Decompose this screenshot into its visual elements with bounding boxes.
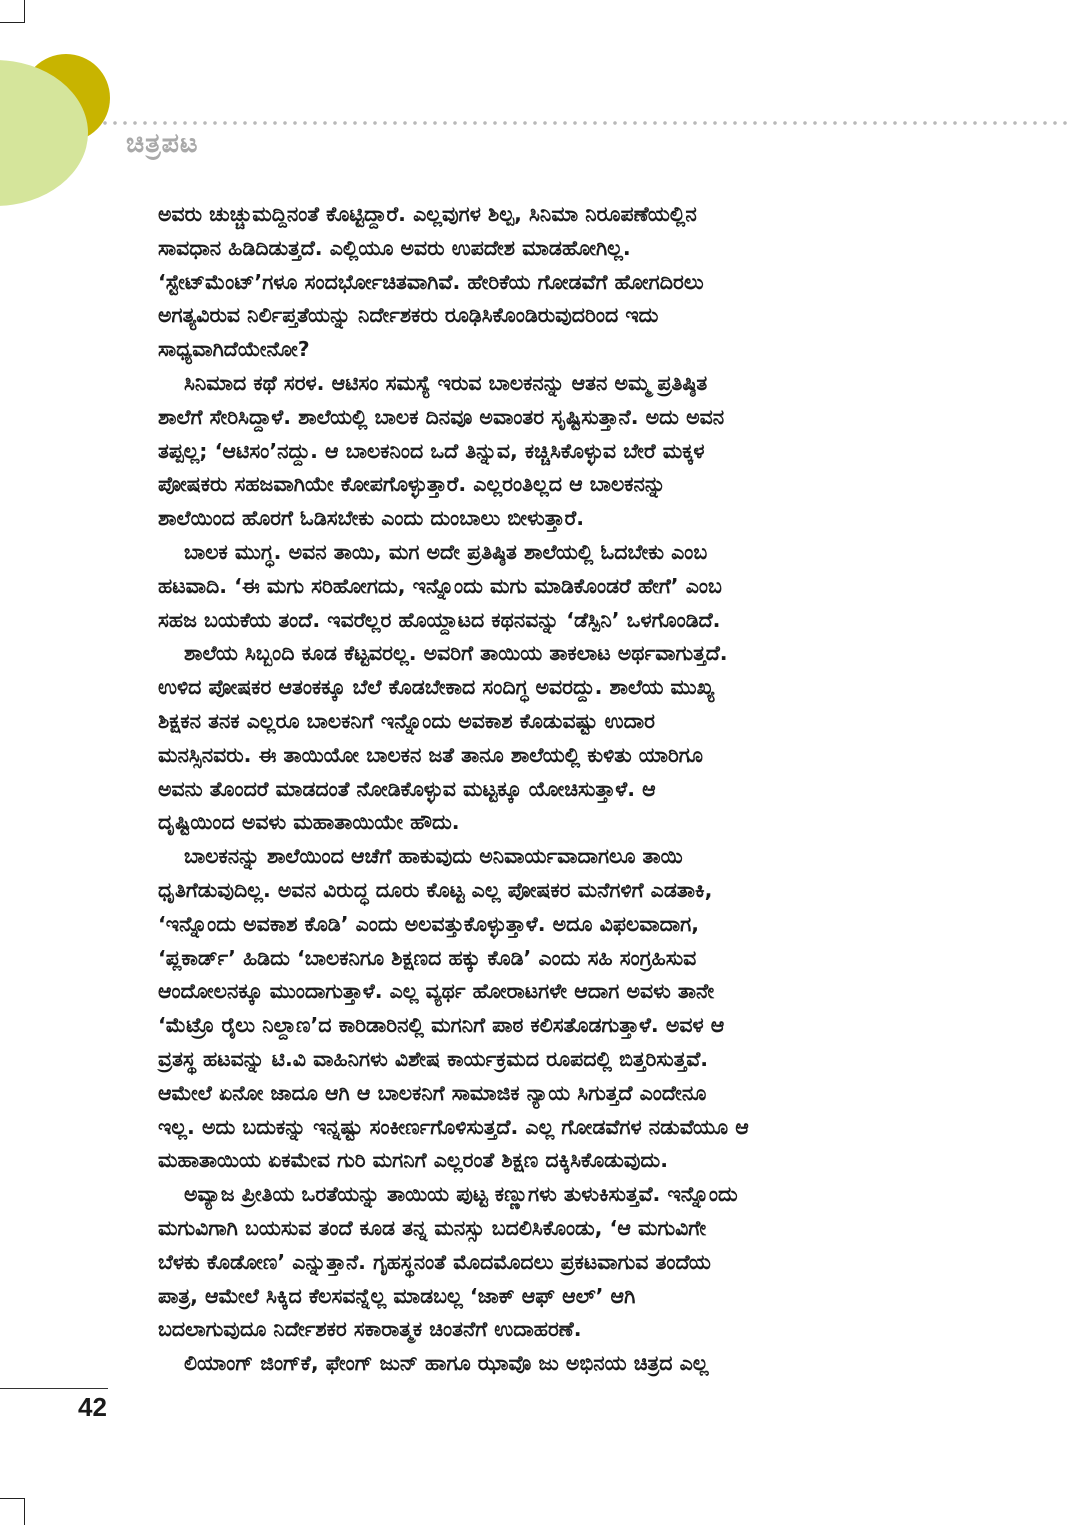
crop-mark-top-left-h bbox=[0, 22, 25, 23]
text-line: ಆಮೇಲೆ ಏನೋ ಜಾದೂ ಆಗಿ ಆ ಬಾಲಕನಿಗೆ ಸಾಮಾಜಿಕ ನ್ಯಾಯ ಸಿಗುತ್ತದೆ ಎಂದೇನೂ bbox=[158, 1080, 707, 1105]
text-line: ಅಗತ್ಯವಿರುವ ನಿರ್ಲಿಪ್ತತೆಯನ್ನು ನಿರ್ದೇಶಕರು ರೂಢಿಸಿಕೊಂಡಿರುವುದರಿಂದ ಇದು bbox=[158, 303, 659, 328]
text-line: ‘ಇನ್ನೊಂದು ಅವಕಾಶ ಕೊಡಿ’ ಎಂದು ಅಲವತ್ತುಕೊಳ್ಳುತ್ತಾಳೆ. ಅದೂ ವಿಫಲವಾದಾಗ, bbox=[158, 911, 700, 936]
text-line: ಮಗುವಿಗಾಗಿ ಬಯಸುವ ತಂದೆ ಕೂಡ ತನ್ನ ಮನಸ್ಸು ಬದಲಿಸಿಕೊಂಡು, ‘ಆ ಮಗುವಿಗೇ bbox=[158, 1215, 707, 1240]
text-line: ಬಾಲಕನನ್ನು ಶಾಲೆಯಿಂದ ಆಚೆಗೆ ಹಾಕುವುದು ಅನಿವಾರ್ಯವಾದಾಗಲೂ ತಾಯಿ bbox=[184, 844, 683, 869]
text-line: ಶಿಕ್ಷಕನ ತನಕ ಎಲ್ಲರೂ ಬಾಲಕನಿಗೆ ಇನ್ನೊಂದು ಅವಕಾಶ ಕೊಡುವಷ್ಟು ಉದಾರ bbox=[158, 708, 655, 733]
text-line: ಆಂದೋಲನಕ್ಕೂ ಮುಂದಾಗುತ್ತಾಳೆ. ಎಲ್ಲ ವ್ಯರ್ಥ ಹೋರಾಟಗಳೇ ಆದಾಗ ಅವಳು ತಾನೇ bbox=[158, 979, 715, 1004]
text-line: ಬೆಳಕು ಕೊಡೋಣ’ ಎನ್ನುತ್ತಾನೆ. ಗೃಹಸ್ಥನಂತೆ ಮೊದಮೊದಲು ಪ್ರಕಟವಾಗುವ ತಂದೆಯ bbox=[158, 1249, 711, 1274]
crop-mark-bottom-left-h bbox=[0, 1498, 25, 1499]
dotted-header-rule bbox=[100, 120, 1072, 126]
text-line: ಅವರು ಚುಚ್ಚುಮದ್ದಿನಂತೆ ಕೊಟ್ಟಿದ್ದಾರೆ. ಎಲ್ಲವುಗಳ ಶಿಲ್ಪ, ಸಿನಿಮಾ ನಿರೂಪಣೆಯಲ್ಲಿನ bbox=[158, 202, 697, 226]
text-line: ದೃಷ್ಟಿಯಿಂದ ಅವಳು ಮಹಾತಾಯಿಯೇ ಹೌದು. bbox=[158, 810, 460, 835]
text-line: ಇಲ್ಲ. ಅದು ಬದುಕನ್ನು ಇನ್ನಷ್ಟು ಸಂಕೀರ್ಣಗೊಳಿಸುತ್ತದೆ. ಎಲ್ಲ ಗೋಡವೆಗಳ ನಡುವೆಯೂ ಆ bbox=[158, 1114, 749, 1139]
text-line: ‘ಮೆಟ್ರೊ ರೈಲು ನಿಲ್ದಾಣ’ದ ಕಾರಿಡಾರಿನಲ್ಲಿ ಮಗನಿಗೆ ಪಾಠ ಕಲಿಸತೊಡಗುತ್ತಾಳೆ. ಅವಳ ಆ bbox=[158, 1013, 725, 1038]
text-line: ಹಟವಾದಿ. ‘ಈ ಮಗು ಸರಿಹೋಗದು, ಇನ್ನೊಂದು ಮಗು ಮಾಡಿಕೊಂಡರೆ ಹೇಗೆ’ ಎಂಬ bbox=[158, 573, 722, 598]
text-line: ಪೋಷಕರು ಸಹಜವಾಗಿಯೇ ಕೋಪಗೊಳ್ಳುತ್ತಾರೆ. ಎಲ್ಲರಂತಿಲ್ಲದ ಆ ಬಾಲಕನನ್ನು bbox=[158, 472, 666, 497]
text-line: ವ್ರತಸ್ಥ ಹಟವನ್ನು ಟಿ.ವಿ ವಾಹಿನಿಗಳು ವಿಶೇಷ ಕಾರ್ಯಕ್ರಮದ ರೂಪದಲ್ಲಿ ಬಿತ್ತರಿಸುತ್ತವೆ. bbox=[158, 1046, 709, 1071]
text-line: ಶಾಲೆಯ ಸಿಬ್ಬಂದಿ ಕೂಡ ಕೆಟ್ಟವರಲ್ಲ. ಅವರಿಗೆ ತಾಯಿಯ ತಾಕಲಾಟ ಅರ್ಥವಾಗುತ್ತದೆ. bbox=[184, 641, 728, 666]
text-line: ಸಾಧ್ಯವಾಗಿದೆಯೇನೋ? bbox=[158, 337, 310, 362]
text-line: ಧೃತಿಗೆಡುವುದಿಲ್ಲ. ಅವನ ವಿರುದ್ಧ ದೂರು ಕೊಟ್ಟ ಎಲ್ಲ ಪೋಷಕರ ಮನೆಗಳಿಗೆ ಎಡತಾಕಿ, bbox=[158, 877, 713, 902]
text-line: ‘ಪ್ಲಕಾರ್ಡ್’ ಹಿಡಿದು ‘ಬಾಲಕನಿಗೂ ಶಿಕ್ಷಣದ ಹಕ್ಕು ಕೊಡಿ’ ಎಂದು ಸಹಿ ಸಂಗ್ರಹಿಸುವ bbox=[158, 945, 697, 970]
text-line: ಸಹಜ ಬಯಕೆಯ ತಂದೆ. ಇವರೆಲ್ಲರ ಹೊಯ್ದಾಟದ ಕಥನವನ್ನು ‘ಡೆಸ್ಪಿನಿ’ ಒಳಗೊಂಡಿದೆ. bbox=[158, 607, 721, 632]
text-line: ಸಾವಧಾನ ಹಿಡಿದಿಡುತ್ತದೆ. ಎಲ್ಲಿಯೂ ಅವರು ಉಪದೇಶ ಮಾಡಹೋಗಿಲ್ಲ. bbox=[158, 235, 631, 260]
text-line: ಬದಲಾಗುವುದೂ ನಿರ್ದೇಶಕರ ಸಕಾರಾತ್ಮಕ ಚಿಂತನೆಗೆ ಉದಾಹರಣೆ. bbox=[158, 1317, 582, 1342]
text-line: ಉಳಿದ ಪೋಷಕರ ಆತಂಕಕ್ಕೂ ಬೆಲೆ ಕೊಡಬೇಕಾದ ಸಂದಿಗ್ಧ ಅವರದ್ದು. ಶಾಲೆಯ ಮುಖ್ಯ bbox=[158, 675, 715, 700]
text-line: ಶಾಲೆಯಿಂದ ಹೊರಗೆ ಓಡಿಸಬೇಕು ಎಂದು ದುಂಬಾಲು ಬೀಳುತ್ತಾರೆ. bbox=[158, 506, 585, 531]
page-number-rule bbox=[0, 1388, 108, 1389]
text-line: ಮನಸ್ಸಿನವರು. ಈ ತಾಯಿಯೋ ಬಾಲಕನ ಜತೆ ತಾನೂ ಶಾಲೆಯಲ್ಲಿ ಕುಳಿತು ಯಾರಿಗೂ bbox=[158, 742, 703, 767]
text-line: ಮಹಾತಾಯಿಯ ಏಕಮೇವ ಗುರಿ ಮಗನಿಗೆ ಎಲ್ಲರಂತೆ ಶಿಕ್ಷಣ ದಕ್ಕಿಸಿಕೊಡುವುದು. bbox=[158, 1148, 668, 1173]
text-line: ಶಾಲೆಗೆ ಸೇರಿಸಿದ್ದಾಳೆ. ಶಾಲೆಯಲ್ಲಿ ಬಾಲಕ ದಿನವೂ ಅವಾಂತರ ಸೃಷ್ಟಿಸುತ್ತಾನೆ. ಅದು ಅವನ bbox=[158, 404, 725, 429]
text-line: ತಪ್ಪಲ್ಲ; ‘ಆಟಿಸಂ’ನದ್ದು. ಆ ಬಾಲಕನಿಂದ ಒದೆ ತಿನ್ನುವ, ಕಚ್ಚಿಸಿಕೊಳ್ಳುವ ಬೇರೆ ಮಕ್ಕಳ bbox=[158, 438, 705, 463]
text-line: ಅವ್ಯಾಜ ಪ್ರೀತಿಯ ಒರತೆಯನ್ನು ತಾಯಿಯ ಪುಟ್ಟ ಕಣ್ಣುಗಳು ತುಳುಕಿಸುತ್ತವೆ. ಇನ್ನೊಂದು bbox=[184, 1182, 738, 1207]
article-body bbox=[158, 198, 898, 1381]
text-line: ಪಾತ್ರ, ಆಮೇಲೆ ಸಿಕ್ಕಿದ ಕೆಲಸವನ್ನೆಲ್ಲ ಮಾಡಬಲ್ಲ ‘ಜಾಕ್ ಆಫ್ ಆಲ್’ ಆಗಿ bbox=[158, 1283, 636, 1308]
text-line: ಬಾಲಕ ಮುಗ್ಧ. ಅವನ ತಾಯಿ, ಮಗ ಅದೇ ಪ್ರತಿಷ್ಠಿತ ಶಾಲೆಯಲ್ಲಿ ಓದಬೇಕು ಎಂಬ bbox=[184, 539, 708, 564]
page-number: 42 bbox=[78, 1392, 107, 1422]
text-line: ಲಿಯಾಂಗ್ ಜಿಂಗ್‌ಕೆ, ಫೇಂಗ್ ಜುನ್ ಹಾಗೂ ಝಾವೊ ಜು ಅಭಿನಯ ಚಿತ್ರದ ಎಲ್ಲ bbox=[184, 1351, 709, 1376]
section-title: ಚಿತ್ರಪಟ bbox=[126, 128, 199, 159]
crop-mark-bottom-left bbox=[24, 1498, 25, 1525]
crop-mark-top-left bbox=[24, 0, 25, 22]
text-line: ಸಿನಿಮಾದ ಕಥೆ ಸರಳ. ಆಟಿಸಂ ಸಮಸ್ಯೆ ಇರುವ ಬಾಲಕನನ್ನು ಆತನ ಅಮ್ಮ ಪ್ರತಿಷ್ಠಿತ bbox=[184, 370, 708, 395]
text-line: ‘ಸ್ಟೇಟ್‌ಮೆಂಟ್’ಗಳೂ ಸಂದರ್ಭೋಚಿತವಾಗಿವೆ. ಹೇರಿಕೆಯ ಗೋಡವೆಗೆ ಹೋಗದಿರಲು bbox=[158, 269, 704, 294]
text-line: ಅವನು ತೊಂದರೆ ಮಾಡದಂತೆ ನೋಡಿಕೊಳ್ಳುವ ಮಟ್ಟಕ್ಕೂ ಯೋಚಿಸುತ್ತಾಳೆ. ಆ bbox=[158, 776, 656, 801]
